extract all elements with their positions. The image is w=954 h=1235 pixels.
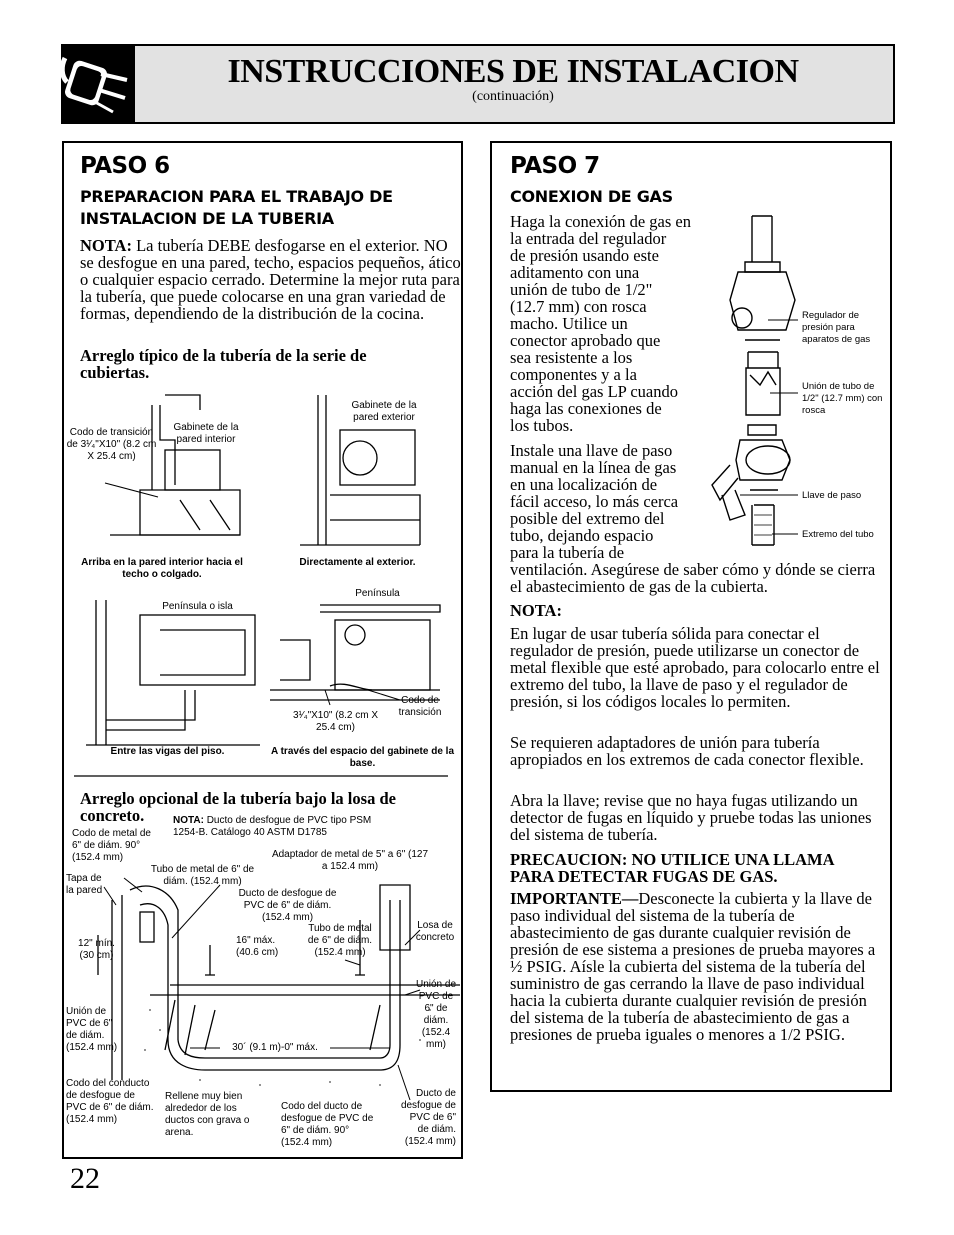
para1-line: unión de tubo de 1/2" — [510, 280, 653, 299]
para1-line: componentes y a la — [510, 365, 637, 384]
paso7-adapt: Se requieren adaptadores de unión para tubería apropiados en los extremos de cada conector flexible. — [510, 733, 864, 769]
fig2-tubo-metal-2: Tubo de metal de 6" de diám. (152.4 mm) — [307, 923, 373, 958]
para1-line: de presión usando este — [510, 246, 659, 265]
paso7-nota-text: En lugar de usar tubería sólida para conectar el regulador de presión, puede utilizarse un conector de metal flexible que esté aprobado, para colocarlo entre el extremo del tubo, la llave de paso y el regulador de presión, si los códigos locales lo permiten. — [510, 624, 880, 711]
para2-line: en una localización de — [510, 475, 658, 494]
fig2-16-max: 16" máx. (40.6 cm) — [236, 935, 279, 958]
fig2-12-min: 12" mín. (30 cm) — [78, 938, 115, 961]
paso6-heading: PASO 6 — [80, 153, 170, 179]
fig1-peninsula: Península — [355, 588, 400, 599]
para2-line: tubo, dejando espacio — [510, 526, 654, 545]
para1-line: los tubos. — [510, 416, 574, 435]
fig2-adaptador: Adaptador de metal de 5" a 6" (127 a 152.4 mm) — [271, 849, 429, 872]
para1-line: (12.7 mm) con rosca — [510, 297, 647, 316]
para2-line: posible del extremo del — [510, 509, 665, 528]
paso6-subheading: PREPARACION PARA EL TRABAJO DE INSTALACION DE LA TUBERIA — [80, 187, 393, 228]
para2-line: Instale una llave de paso — [510, 441, 673, 460]
fig2-nota-text: Ducto de desfogue de PVC tipo PSM 1254-B. Catálogo 40 ASTM D1785 — [173, 815, 372, 838]
fig1-gabinete-exterior: Gabinete de la pared exterior — [351, 400, 417, 423]
fig2-codo-metal: Codo de metal de 6" de diám. 90° (152.4 mm) — [72, 828, 151, 863]
para1-line: acción del gas LP cuando — [510, 382, 678, 401]
fig2-ducto-desfogue: Ducto de desfogue de PVC de 6" de diám. (152.4 mm) — [238, 888, 337, 923]
fig2-ducto-pvc: Ducto de desfogue de PVC de 6" de diám. (152.4 mm) — [400, 1088, 456, 1147]
fig2-codo-ducto-90: Codo del ducto de desfogue de PVC de 6" de diám. 90° (152.4 mm) — [281, 1101, 374, 1148]
paso7-importante — [510, 890, 880, 1043]
para2-line: para la tubería de — [510, 543, 625, 562]
paso7-para2-rest: ventilación. Asegúrese de saber cómo y dónde se cierra el abastecimiento de gas de la cubierta. — [510, 560, 876, 596]
arreglo-title: Arreglo típico de la tubería de la serie de cubiertas. — [80, 346, 367, 382]
para1-line: macho. Utilice un — [510, 314, 628, 333]
fig1-gabinete-interior: Gabinete de la pared interior — [173, 422, 239, 445]
importante-text: Desconecte la cubierta y la llave de paso individual del sistema de la tubería de abastecimiento de gas durante cualquier revisión de presión de ese sistema a presiones de prueba mayores a ½ PSIG. Aísle la cubierta del sistema de la tubería del suministro de gas cerrando la llave de paso individual hacia la cubierta durante cualquier revisión de presión del sistema de la tubería de abastecimiento de gas a presiones de prueba iguales o menores a 1/2 PSIG. — [510, 889, 876, 1044]
paso7-subheading: CONEXION DE GAS — [510, 187, 673, 206]
fig1-caption-2: Directamente al exterior. — [299, 557, 416, 568]
fig2-rellene: Rellene muy bien alrededor de los ductos con grava o arena. — [165, 1091, 250, 1138]
paso7-precaucion: PRECAUCION: NO UTILICE UNA LLAMA PARA DETECTAR FUGAS DE GAS. — [510, 850, 834, 886]
fig-union: Unión de tubo de 1/2" (12.7 mm) con rosca — [802, 381, 883, 416]
fig-regulador: Regulador de presión para aparatos de gas — [802, 310, 871, 345]
para1-line: aditamento con una — [510, 263, 640, 282]
fig-llave: Llave de paso — [802, 490, 862, 501]
fig1-peninsula-isla: Península o isla — [162, 601, 233, 612]
fig2-codo-conducto: Codo del conducto de desfogue de PVC de 6" de diám. (152.4 mm) — [66, 1078, 154, 1125]
page-title: INSTRUCCIONES DE INSTALACION — [227, 53, 799, 90]
page-subtitle: (continuación) — [472, 89, 554, 104]
para2-line: fácil acceso, lo más cerca — [510, 492, 679, 511]
para1-line: haga las conexiones de — [510, 399, 662, 418]
paso7-nota-label: NOTA: — [510, 601, 562, 620]
fig1-caption-1: Arriba en la pared interior hacia el techo o colgado. — [81, 557, 243, 580]
fig2-union-pvc-der: Unión de PVC de 6" de diám. (152.4 mm) — [415, 979, 457, 1050]
fig1-caption-3: Entre las vigas del piso. — [110, 746, 225, 757]
para1-line: sea resistente a los — [510, 348, 633, 367]
fig2-tubo-metal-1: Tubo de metal de 6" de diám. (152.4 mm) — [150, 864, 255, 887]
para1-line: la entrada del regulador — [510, 229, 667, 248]
page-number: 22 — [70, 1162, 100, 1195]
fig2-union-pvc-izq: Unión de PVC de 6" de diám. (152.4 mm) — [66, 1006, 118, 1053]
fig2-nota-label: NOTA: — [173, 815, 204, 826]
fig1-codo-label: Codo de transición de 3¹⁄₄"X10" (8.2 cm X 25.4 cm) — [66, 427, 157, 462]
nota-text: La tubería DEBE desfogarse en el exterior. NO se desfogue en una pared, techo, espacios pequeños, ático o cualquier espacio cerrado. Determine la mejor ruta para la tubería, que puede colocarse en una gran variedad de formas, dependiendo de la distribución de la cocina. — [80, 236, 461, 323]
fig2-losa: Losa de concreto — [415, 920, 455, 943]
paso7-abra: Abra la llave; revise que no haya fugas utilizando un detector de fugas en líquido y pruebe todas las uniones del sistema de tubería. — [510, 791, 872, 844]
paso7-heading: PASO 7 — [510, 153, 600, 179]
fig2-30-max: 30´ (9.1 m)-0" máx. — [220, 1042, 330, 1054]
nota-label: NOTA: — [80, 236, 132, 255]
para1-line: Haga la conexión de gas en — [510, 212, 691, 231]
opcional-title: Arreglo opcional de la tubería bajo la losa de concreto. — [80, 789, 396, 825]
para2-line: manual en la línea de gas — [510, 458, 677, 477]
fig1-medida: 3¹⁄₄"X10" (8.2 cm X 25.4 cm) — [292, 710, 379, 733]
fig1-caption-4: A través del espacio del gabinete de la base. — [270, 746, 455, 769]
importante-label: IMPORTANTE— — [510, 889, 639, 908]
para1-line: conector aprobado que — [510, 331, 661, 350]
fig1-codo-transicion: Codo de transición — [398, 695, 442, 718]
fig2-tapa-pared: Tapa de la pared — [66, 873, 103, 896]
fig-extremo: Extremo del tubo — [802, 529, 874, 540]
